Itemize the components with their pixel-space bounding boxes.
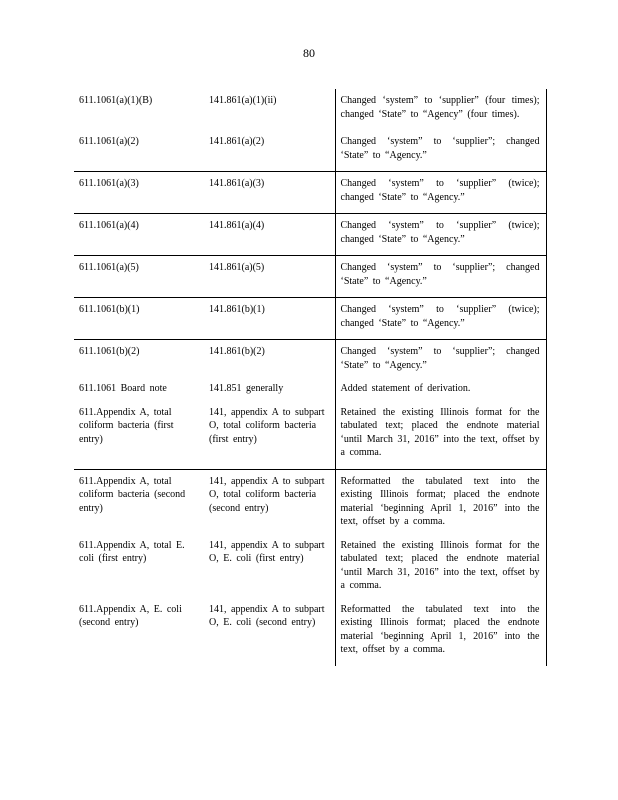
- table-row: [74, 130, 546, 172]
- illinois-section-cell: 611.Appendix A, total E. coli (first entry): [79, 539, 185, 564]
- change-description-cell: Changed ‘system” to ‘supplier”; changed ‘State” to “Agency.”: [335, 130, 546, 172]
- table-row: [74, 89, 546, 130]
- table-row: [74, 256, 546, 298]
- table-row: [74, 538, 546, 602]
- table-row: [74, 405, 546, 470]
- table-row: [74, 340, 546, 382]
- federal-section-cell: 141.851 generally: [209, 383, 284, 394]
- table-row: [74, 381, 546, 405]
- illinois-section-cell: 611.1061(b)(1): [74, 298, 204, 340]
- federal-section-cell: 141, appendix A to subpart O, total coliform bacteria (second entry): [204, 469, 335, 538]
- change-description-cell: Changed ‘system” to ‘supplier” (twice); changed ‘State” to “Agency.”: [335, 172, 546, 214]
- change-description-cell: Reformatted the tabulated text into the existing Illinois format; placed the endnote material ‘beginning April 1, 2016” into the text, offset by a comma.: [335, 469, 546, 538]
- illinois-section-cell: 611.1061(a)(3): [74, 172, 204, 214]
- federal-section-cell: 141, appendix A to subpart O, total coliform bacteria (first entry): [209, 406, 325, 445]
- illinois-section-cell: 611.1061(a)(1)(B): [79, 95, 153, 106]
- federal-section-cell: 141, appendix A to subpart O, E. coli (second entry): [209, 603, 325, 628]
- page-number: 80: [303, 46, 315, 60]
- federal-section-cell: 141.861(a)(4): [204, 214, 335, 256]
- change-description-cell: Retained the existing Illinois format for the tabulated text; placed the endnote material ‘until March 31, 2016” into the text, offset by a comma.: [335, 405, 546, 470]
- illinois-section-cell: 611.Appendix A, total coliform bacteria (first entry): [79, 406, 174, 445]
- table-row: [74, 214, 546, 256]
- change-description-cell: Reformatted the tabulated text into the existing Illinois format; placed the endnote material ‘beginning April 1, 2016” into the text, offset by a comma.: [335, 602, 546, 666]
- table-row: [74, 469, 546, 538]
- illinois-section-cell: 611.1061(a)(5): [74, 256, 204, 298]
- table-row: [74, 298, 546, 340]
- federal-section-cell: 141.861(a)(5): [204, 256, 335, 298]
- federal-section-cell: 141.861(a)(1)(ii): [209, 95, 277, 106]
- federal-section-cell: 141.861(b)(1): [204, 298, 335, 340]
- change-description-cell: Added statement of derivation.: [335, 381, 546, 405]
- federal-section-cell: 141, appendix A to subpart O, E. coli (first entry): [209, 539, 325, 564]
- derivation-table: [74, 89, 547, 666]
- illinois-section-cell: 611.1061 Board note: [79, 383, 167, 394]
- change-description-cell: Changed ‘system” to ‘supplier” (four times); changed ‘State” to “Agency” (four times).: [335, 89, 546, 130]
- federal-section-cell: 141.861(a)(3): [204, 172, 335, 214]
- change-description-cell: Changed ‘system” to ‘supplier” (twice); changed ‘State” to “Agency.”: [335, 298, 546, 340]
- federal-section-cell: 141.861(a)(2): [209, 136, 265, 147]
- table-row: [74, 172, 546, 214]
- illinois-section-cell: 611.Appendix A, E. coli (second entry): [79, 603, 182, 628]
- illinois-section-cell: 611.Appendix A, total coliform bacteria (second entry): [74, 469, 204, 538]
- federal-section-cell: 141.861(b)(2): [204, 340, 335, 382]
- change-description-cell: Changed ‘system” to ‘supplier”; changed ‘State” to “Agency.”: [335, 340, 546, 382]
- illinois-section-cell: 611.1061(a)(2): [79, 136, 139, 147]
- change-description-cell: Retained the existing Illinois format for the tabulated text; placed the endnote material ‘until March 31, 2016” into the text, offset by a comma.: [335, 538, 546, 602]
- illinois-section-cell: 611.1061(a)(4): [74, 214, 204, 256]
- table-row: [74, 602, 546, 666]
- illinois-section-cell: 611.1061(b)(2): [74, 340, 204, 382]
- change-description-cell: Changed ‘system” to ‘supplier”; changed ‘State” to “Agency.”: [335, 256, 546, 298]
- change-description-cell: Changed ‘system” to ‘supplier” (twice); changed ‘State” to “Agency.”: [335, 214, 546, 256]
